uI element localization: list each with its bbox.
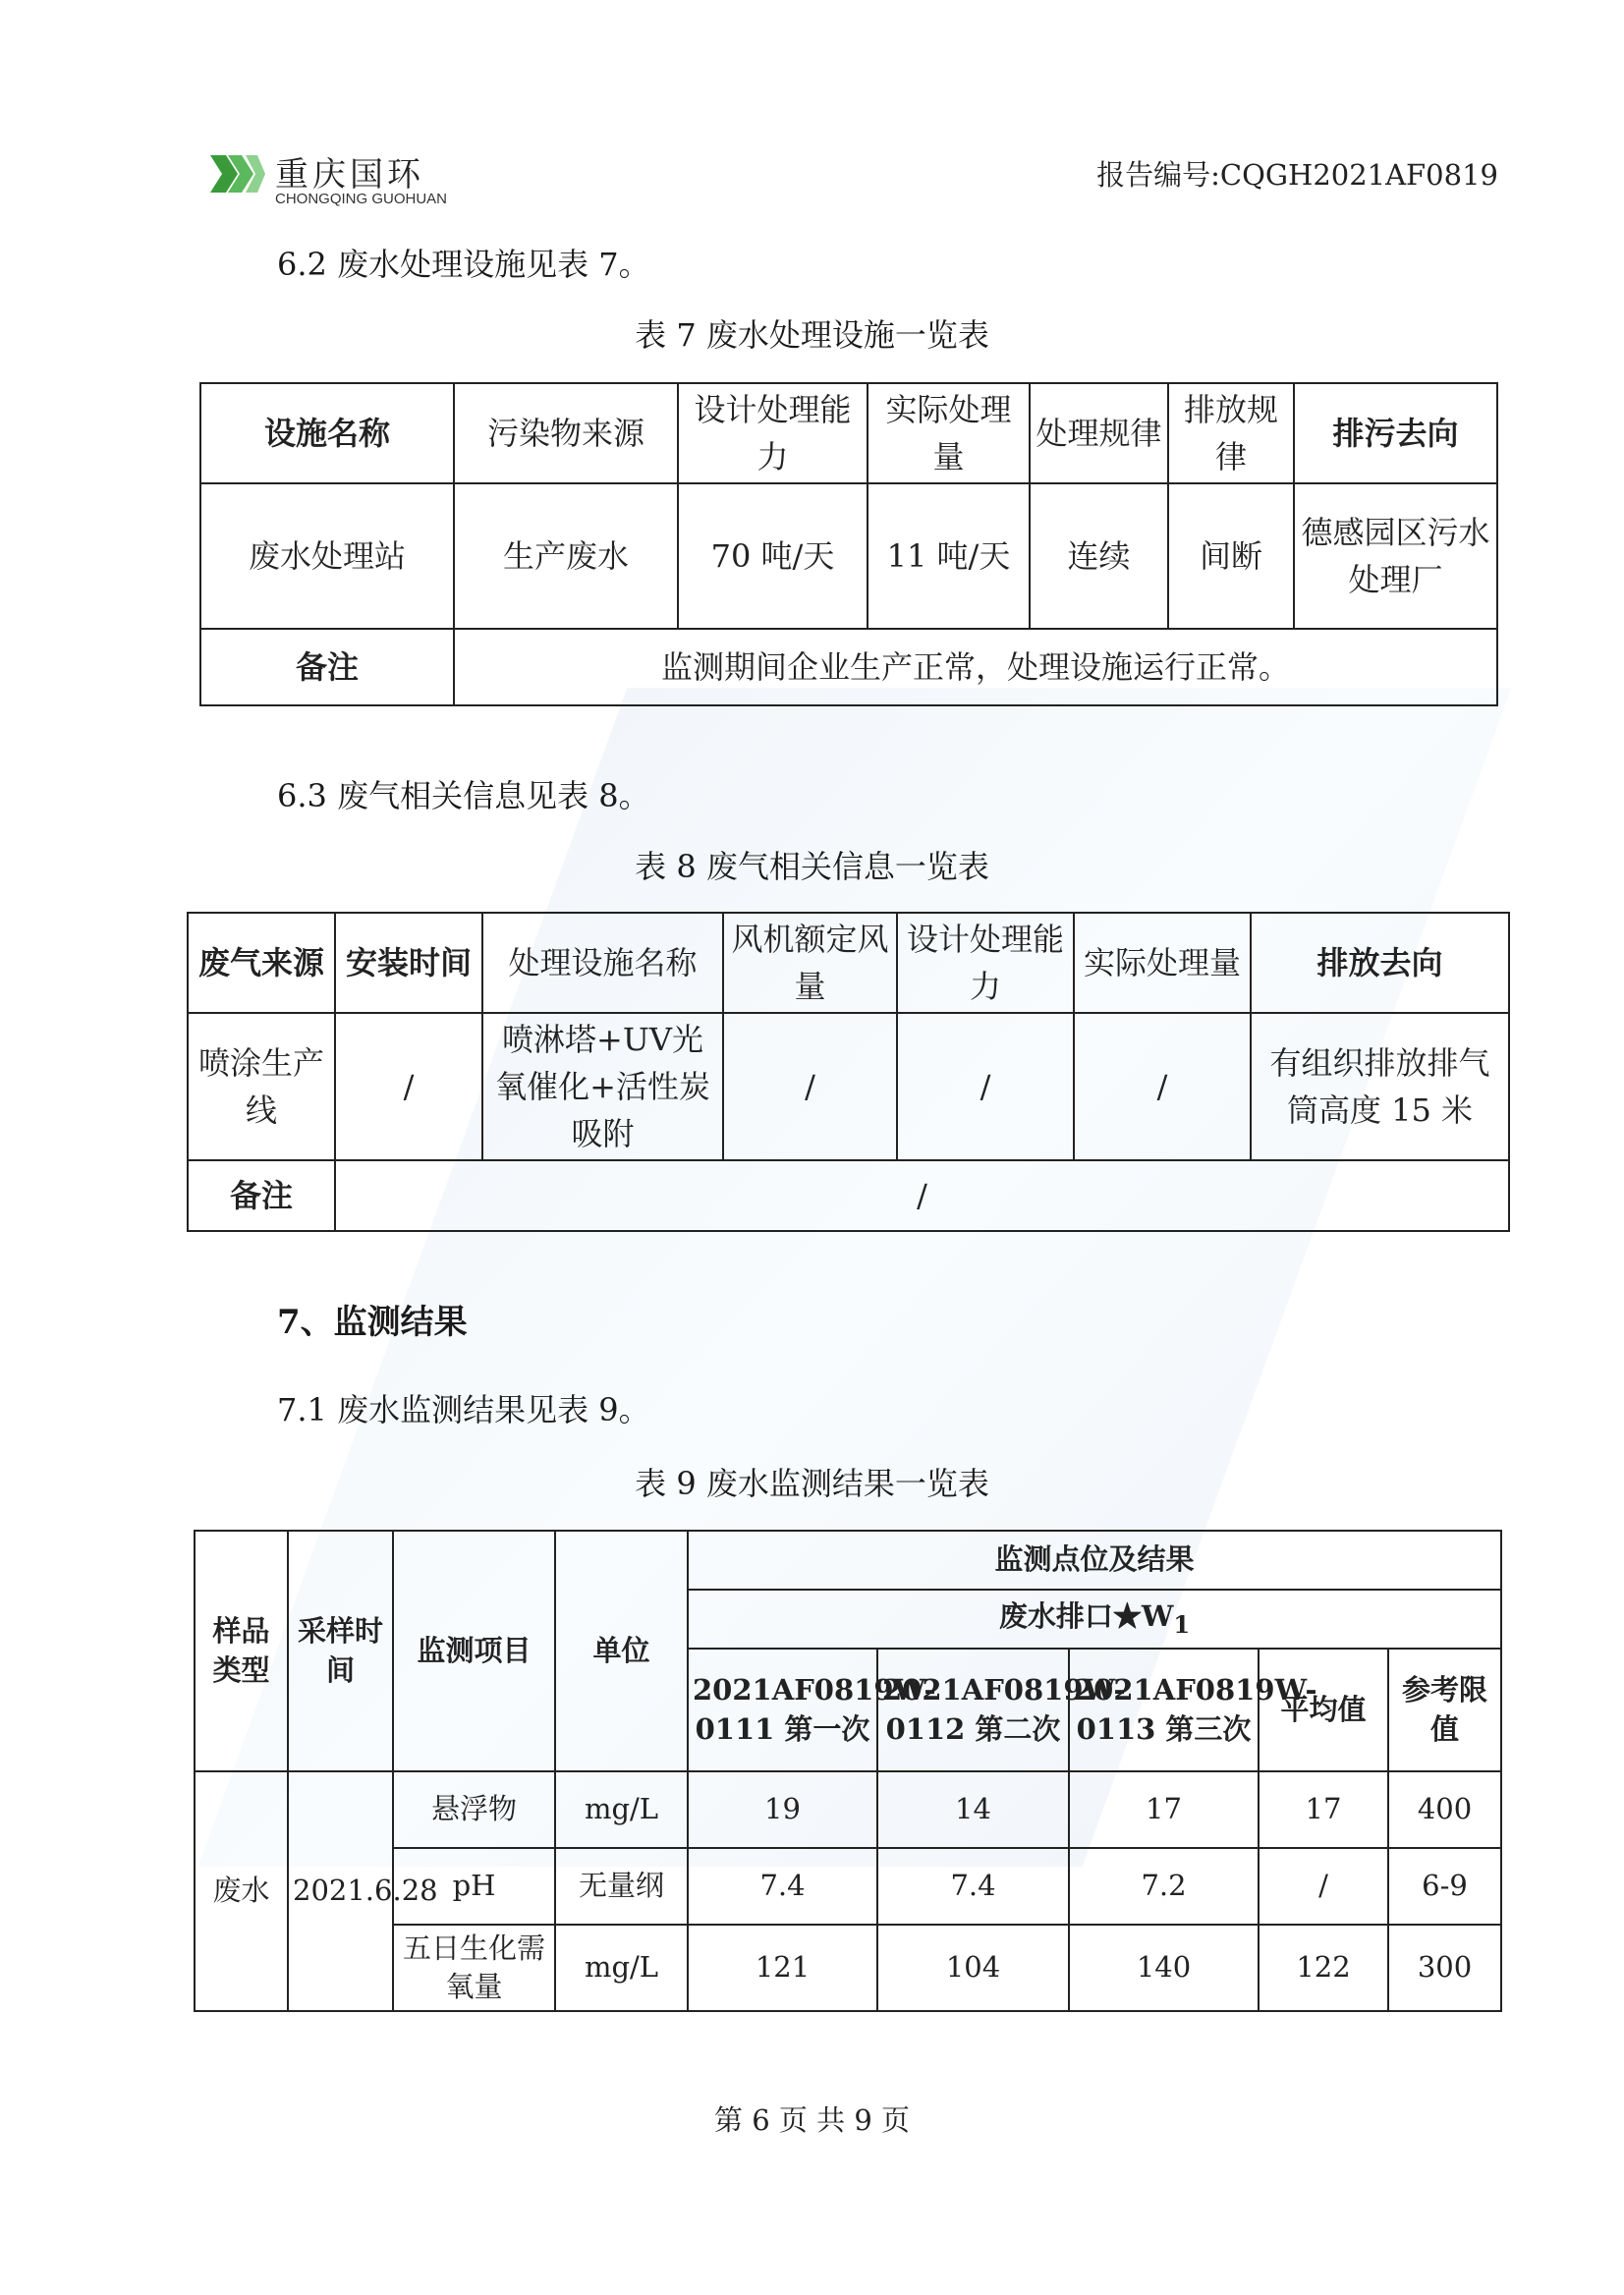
- table9-header-point: [688, 1590, 1501, 1649]
- section-7-1: 7.1 废水监测结果见表 9。: [277, 1391, 650, 1428]
- table7-cell: 70 吨/天: [678, 483, 868, 629]
- table9-cell: 7.4: [688, 1848, 877, 1925]
- table7-cell: 间断: [1168, 483, 1294, 629]
- table9-header-time: 采样时间: [288, 1531, 393, 1771]
- table7-header-cell: 设施名称: [200, 383, 454, 483]
- brand-name-en: CHONGQING GUOHUAN: [275, 191, 448, 207]
- brand-name-cn: 重庆国环: [275, 155, 424, 195]
- table9-header-ref: 参考限值: [1388, 1649, 1501, 1771]
- table7-header-cell: 实际处理量: [868, 383, 1030, 483]
- table7-header-cell: 排放规律: [1168, 383, 1294, 483]
- table9-cell: 19: [688, 1771, 877, 1848]
- table9-cell: 400: [1388, 1771, 1501, 1848]
- table8-header-cell: 实际处理量: [1074, 913, 1251, 1013]
- table9-cell: pH: [393, 1848, 555, 1925]
- table9-header-sample1: 2021AF0819W-0111 第一次: [688, 1649, 877, 1771]
- table9-cell: 7.4: [877, 1848, 1069, 1925]
- table7-cell: 生产废水: [454, 483, 678, 629]
- table8-header-cell: 废气来源: [188, 913, 335, 1013]
- table7-cell: 德感园区污水处理厂: [1294, 483, 1497, 629]
- table7-caption: 表 7 废水处理设施一览表: [635, 316, 989, 354]
- table9-date-cell: 2021.6.28: [288, 1771, 393, 2011]
- page-footer: 第 6 页 共 9 页: [714, 2103, 910, 2137]
- table7-note-label: 备注: [200, 629, 454, 705]
- table9-cell: 14: [877, 1771, 1069, 1848]
- table9-cell: 140: [1069, 1925, 1259, 2011]
- table8-header-cell: 排放去向: [1251, 913, 1509, 1013]
- table8-cell: /: [723, 1013, 897, 1160]
- table8-header-cell: 设计处理能力: [897, 913, 1074, 1013]
- table9-header-type: 样品类型: [195, 1531, 288, 1771]
- table9-cell: /: [1259, 1848, 1388, 1925]
- table9-header-group: 监测点位及结果: [688, 1531, 1501, 1590]
- table8-caption: 表 8 废气相关信息一览表: [635, 848, 989, 885]
- table9-cell: mg/L: [555, 1771, 688, 1848]
- report-number: 报告编号:CQGH2021AF0819: [1096, 158, 1498, 192]
- table7-header-cell: 设计处理能力: [678, 383, 868, 483]
- table7-cell: 废水处理站: [200, 483, 454, 629]
- table7-header-cell: 排污去向: [1294, 383, 1497, 483]
- point-label: 废水排口★W: [998, 1598, 1174, 1633]
- table9-caption: 表 9 废水监测结果一览表: [635, 1465, 989, 1502]
- table9-type-cell: 废水: [195, 1771, 288, 2011]
- table9-cell: 6-9: [1388, 1848, 1501, 1925]
- table7-note-text: 监测期间企业生产正常，处理设施运行正常。: [454, 629, 1497, 705]
- company-logo-icon: [206, 147, 267, 200]
- table9: [194, 1530, 1502, 2012]
- section-6-2: 6.2 废水处理设施见表 7。: [277, 246, 650, 283]
- table8-cell: /: [335, 1013, 482, 1160]
- section-7-heading: 7、监测结果: [277, 1303, 468, 1342]
- table9-header-item: 监测项目: [393, 1531, 555, 1771]
- section-6-3: 6.3 废气相关信息见表 8。: [277, 777, 650, 814]
- table8-note-label: 备注: [188, 1160, 335, 1231]
- table8-cell: 有组织排放排气筒高度 15 米: [1251, 1013, 1509, 1160]
- table9-cell: 17: [1069, 1771, 1259, 1848]
- table9-cell: 悬浮物: [393, 1771, 555, 1848]
- table9-cell: 122: [1259, 1925, 1388, 2011]
- table8-cell: 喷淋塔+UV光氧催化+活性炭吸附: [482, 1013, 723, 1160]
- table8-cell: 喷涂生产线: [188, 1013, 335, 1160]
- table7-header-cell: 污染物来源: [454, 383, 678, 483]
- table7-cell: 11 吨/天: [868, 483, 1030, 629]
- table7-cell: 连续: [1030, 483, 1168, 629]
- table9-cell: 121: [688, 1925, 877, 2011]
- table8-cell: /: [897, 1013, 1074, 1160]
- table9-cell: 无量纲: [555, 1848, 688, 1925]
- table8-header-cell: 风机额定风量: [723, 913, 897, 1013]
- table9-cell: 7.2: [1069, 1848, 1259, 1925]
- table9-header-sample3: 2021AF0819W-0113 第三次: [1069, 1649, 1259, 1771]
- table9-cell: 104: [877, 1925, 1069, 2011]
- table7-header-cell: 处理规律: [1030, 383, 1168, 483]
- table9-header-unit: 单位: [555, 1531, 688, 1771]
- table9-cell: 五日生化需氧量: [393, 1925, 555, 2011]
- table9-header-sample2: 2021AF0819W-0112 第二次: [877, 1649, 1069, 1771]
- table8-cell: /: [1074, 1013, 1251, 1160]
- table7: [199, 382, 1498, 706]
- table9-header-avg: 平均值: [1259, 1649, 1388, 1771]
- point-subscript: 1: [1173, 1609, 1191, 1639]
- table8-note-text: /: [335, 1160, 1509, 1231]
- table8: [187, 912, 1510, 1232]
- table9-cell: 17: [1259, 1771, 1388, 1848]
- table8-header-cell: 处理设施名称: [482, 913, 723, 1013]
- table9-cell: 300: [1388, 1925, 1501, 2011]
- table9-cell: mg/L: [555, 1925, 688, 2011]
- table8-header-cell: 安装时间: [335, 913, 482, 1013]
